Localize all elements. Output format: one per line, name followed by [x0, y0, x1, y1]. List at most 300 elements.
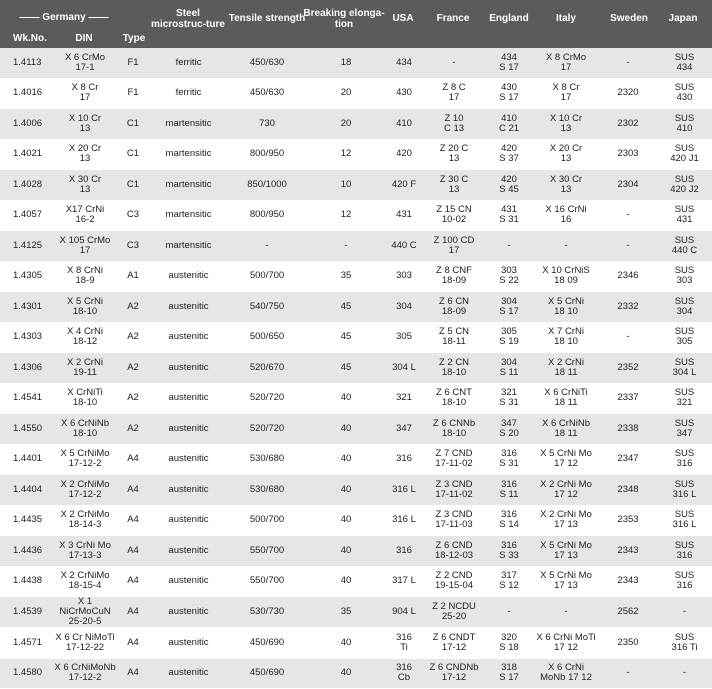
cell-wkno-text: 1.4113	[13, 56, 42, 68]
cell-breaking-elongation-text: 40	[340, 483, 352, 495]
cell-breaking-elongation-text: 40	[340, 636, 352, 648]
cell-breaking-elongation	[307, 658, 385, 689]
cell-type	[116, 597, 150, 628]
cell-microstructure-text: austenitic	[168, 331, 209, 343]
cell-breaking-elongation	[307, 597, 385, 628]
cell-france-text: Z 2 NCDU 25-20	[432, 601, 476, 622]
cell-japan-text: SUS 420 J2	[670, 173, 699, 195]
cell-din-text: X 30 Cr 13	[68, 173, 102, 195]
cell-din	[54, 78, 116, 109]
cell-italy-text: X 6 CrNiNb 18 11	[541, 417, 591, 439]
cell-din	[54, 505, 116, 536]
cell-england-text: 316 S 11	[499, 478, 519, 500]
cell-wkno	[0, 658, 54, 689]
cell-usa	[385, 628, 423, 659]
cell-england	[485, 536, 533, 567]
cell-sweden	[599, 536, 657, 567]
cell-tensile-strength-text: 530/680	[249, 483, 285, 495]
cell-england-text: 347 S 20	[499, 417, 519, 439]
cell-france	[423, 78, 485, 109]
cell-usa	[385, 536, 423, 567]
cell-type-text: C3	[126, 239, 140, 251]
cell-din-text: X 4 CrNi 18-12	[67, 326, 103, 348]
table-row	[0, 383, 712, 414]
cell-sweden-text: -	[626, 209, 630, 221]
cell-din	[54, 383, 116, 414]
cell-usa-text: 317 L	[392, 575, 416, 587]
cell-sweden	[599, 628, 657, 659]
cell-breaking-elongation-text: 45	[340, 300, 352, 312]
cell-sweden	[599, 658, 657, 689]
cell-usa-text: 303	[396, 270, 412, 282]
cell-england	[485, 200, 533, 231]
cell-england	[485, 505, 533, 536]
cell-usa	[385, 139, 423, 170]
cell-france-text: Z 6 CN 18-09	[438, 295, 470, 317]
cell-microstructure-text: austenitic	[168, 575, 209, 587]
cell-tensile-strength-text: 800/950	[249, 148, 285, 160]
header-sweden: Sweden	[610, 13, 648, 24]
table-row	[0, 536, 712, 567]
cell-microstructure-text: martensitic	[165, 239, 212, 251]
cell-sweden	[599, 292, 657, 323]
cell-japan	[657, 628, 712, 659]
cell-wkno	[0, 200, 54, 231]
cell-tensile-strength	[227, 322, 307, 353]
cell-wkno	[0, 505, 54, 536]
cell-italy	[533, 628, 599, 659]
cell-tensile-strength-text: 450/690	[249, 636, 285, 648]
cell-type-text: A4	[127, 575, 139, 587]
cell-france	[423, 597, 485, 628]
header-france: France	[436, 13, 470, 24]
cell-italy-text: X 5 CrNi Mo 17 12	[540, 448, 592, 470]
cell-england	[485, 353, 533, 384]
table-body	[0, 48, 712, 689]
cell-italy	[533, 505, 599, 536]
cell-type	[116, 261, 150, 292]
cell-din-text: X 5 CrNi 18-10	[67, 295, 103, 317]
cell-usa-text: 316 Cb	[396, 662, 412, 684]
cell-sweden-text: 2353	[617, 514, 639, 526]
cell-japan-text: SUS 316 L	[672, 509, 697, 531]
cell-france-text: Z 100 CD 17	[433, 234, 475, 256]
cell-italy-text: X 20 Cr 13	[549, 143, 583, 165]
cell-microstructure	[150, 566, 227, 597]
cell-sweden	[599, 139, 657, 170]
cell-wkno-text: 1.4021	[13, 148, 43, 160]
cell-japan	[657, 322, 712, 353]
cell-type-text: F1	[127, 56, 139, 68]
cell-type-text: A4	[127, 636, 139, 648]
cell-sweden-text: 2332	[617, 300, 639, 312]
cell-sweden-text: -	[626, 667, 630, 679]
cell-japan	[657, 475, 712, 506]
cell-france	[423, 505, 485, 536]
cell-microstructure	[150, 109, 227, 140]
table-row	[0, 353, 712, 384]
cell-italy-text: X 10 CrNiS 18 09	[542, 265, 590, 287]
cell-sweden	[599, 322, 657, 353]
cell-sweden	[599, 48, 657, 78]
cell-france	[423, 322, 485, 353]
cell-italy	[533, 444, 599, 475]
cell-tensile-strength	[227, 628, 307, 659]
cell-microstructure-text: austenitic	[168, 392, 209, 404]
cell-din-text: X 6 CrMo 17-1	[64, 51, 106, 73]
cell-japan-text: SUS 434	[674, 51, 695, 73]
cell-din-text: X 2 CrNiMo 18-14-3	[60, 509, 110, 531]
cell-england-text: 430 S 17	[499, 82, 519, 104]
cell-usa	[385, 200, 423, 231]
cell-italy	[533, 292, 599, 323]
cell-france-text: Z 8 CNF 18-09	[436, 265, 472, 287]
cell-type	[116, 109, 150, 140]
cell-italy-text: X 5 CrNi Mo 17 13	[540, 539, 592, 561]
cell-france-text: Z 6 CNDT 17-12	[432, 631, 476, 653]
cell-breaking-elongation-text: 40	[340, 575, 352, 587]
cell-england-text: 316 S 31	[499, 448, 519, 470]
cell-wkno	[0, 48, 54, 78]
header-microstructure: Steel microstruc-ture	[151, 8, 225, 30]
cell-din	[54, 139, 116, 170]
cell-england	[485, 597, 533, 628]
cell-tensile-strength	[227, 383, 307, 414]
cell-wkno-text: 1.4580	[13, 667, 43, 679]
cell-tensile-strength-text: 850/1000	[247, 178, 287, 190]
cell-italy	[533, 231, 599, 262]
table-row	[0, 292, 712, 323]
cell-wkno	[0, 139, 54, 170]
cell-breaking-elongation	[307, 353, 385, 384]
cell-sweden	[599, 353, 657, 384]
cell-wkno-text: 1.4305	[13, 270, 43, 282]
cell-tensile-strength-text: 520/720	[249, 392, 285, 404]
cell-usa	[385, 566, 423, 597]
cell-usa	[385, 414, 423, 445]
cell-tensile-strength	[227, 475, 307, 506]
cell-wkno	[0, 536, 54, 567]
cell-breaking-elongation-text: 35	[340, 606, 352, 617]
cell-microstructure	[150, 628, 227, 659]
cell-microstructure-text: austenitic	[168, 453, 209, 465]
cell-france-text: Z 20 C 13	[439, 143, 469, 165]
cell-breaking-elongation-text: 40	[340, 392, 352, 404]
cell-usa	[385, 170, 423, 201]
cell-microstructure	[150, 48, 227, 78]
cell-sweden	[599, 200, 657, 231]
cell-microstructure	[150, 200, 227, 231]
cell-wkno-text: 1.4435	[13, 514, 43, 526]
cell-wkno	[0, 628, 54, 659]
cell-wkno-text: 1.4016	[13, 87, 43, 99]
cell-japan	[657, 261, 712, 292]
table-row	[0, 200, 712, 231]
cell-england	[485, 322, 533, 353]
cell-france-text: Z 10 C 13	[443, 112, 465, 134]
cell-sweden-text: 2320	[617, 87, 639, 99]
cell-breaking-elongation-text: 40	[340, 544, 352, 556]
cell-wkno	[0, 109, 54, 140]
cell-tensile-strength-text: 450/690	[249, 667, 285, 679]
cell-japan	[657, 444, 712, 475]
cell-france	[423, 353, 485, 384]
cell-japan-text: SUS 304	[674, 295, 695, 317]
cell-usa-text: 305	[396, 331, 412, 343]
cell-tensile-strength-text: 520/720	[249, 422, 285, 434]
cell-italy	[533, 48, 599, 78]
cell-type	[116, 383, 150, 414]
cell-france	[423, 536, 485, 567]
cell-italy-text: X 5 CrNi 18 10	[548, 295, 584, 317]
cell-tensile-strength	[227, 200, 307, 231]
cell-type-text: A2	[127, 392, 139, 404]
cell-england-text: 305 S 19	[499, 326, 519, 348]
cell-microstructure-text: austenitic	[168, 300, 209, 312]
cell-sweden-text: 2346	[617, 270, 639, 282]
cell-breaking-elongation-text: 40	[340, 453, 352, 465]
cell-sweden	[599, 261, 657, 292]
cell-france	[423, 48, 485, 78]
cell-type-text: C1	[126, 148, 140, 160]
header-tensile-strength: Tensile strength	[228, 13, 306, 24]
cell-breaking-elongation-text: 35	[340, 270, 352, 282]
cell-japan-text: SUS 347	[674, 417, 695, 439]
cell-england	[485, 414, 533, 445]
cell-type-text: F1	[127, 87, 139, 99]
cell-italy-text: X 8 Cr 17	[552, 82, 580, 104]
cell-microstructure-text: ferritic	[175, 87, 202, 99]
cell-din-text: X CrNiTi 18-10	[67, 387, 103, 409]
table-row	[0, 48, 712, 78]
cell-din-text: X 2 CrNi 19-11	[67, 356, 103, 378]
cell-italy	[533, 475, 599, 506]
cell-italy	[533, 322, 599, 353]
cell-england-text: 321 S 31	[499, 387, 519, 409]
cell-sweden-text: 2303	[617, 148, 639, 160]
cell-england	[485, 48, 533, 78]
cell-type	[116, 658, 150, 689]
cell-england	[485, 139, 533, 170]
cell-italy-text: -	[564, 606, 568, 617]
cell-breaking-elongation	[307, 414, 385, 445]
cell-tensile-strength	[227, 597, 307, 628]
cell-breaking-elongation-text: 45	[340, 361, 352, 373]
header-germany: —— Germany ——	[19, 12, 109, 23]
cell-italy-text: X 10 Cr 13	[549, 112, 583, 134]
cell-france-text: Z 2 CND 19-15-04	[434, 570, 474, 592]
cell-tensile-strength-text: 450/630	[249, 87, 285, 99]
cell-din-text: X17 CrNi 16-2	[65, 204, 105, 226]
cell-type	[116, 536, 150, 567]
cell-din-text: X 5 CrNiMo 17-12-2	[60, 448, 110, 470]
cell-wkno	[0, 292, 54, 323]
cell-breaking-elongation	[307, 383, 385, 414]
cell-usa-text: 304 L	[392, 361, 416, 373]
cell-microstructure-text: austenitic	[168, 270, 209, 282]
cell-wkno	[0, 566, 54, 597]
cell-sweden	[599, 109, 657, 140]
cell-france	[423, 414, 485, 445]
cell-sweden-text: 2304	[617, 178, 639, 190]
cell-sweden-text: 2338	[617, 422, 639, 434]
cell-tensile-strength	[227, 536, 307, 567]
cell-france	[423, 231, 485, 262]
cell-microstructure-text: austenitic	[168, 422, 209, 434]
table-row	[0, 78, 712, 109]
cell-type	[116, 139, 150, 170]
table-row	[0, 139, 712, 170]
cell-england	[485, 383, 533, 414]
cell-wkno-text: 1.4303	[13, 331, 43, 343]
cell-microstructure	[150, 353, 227, 384]
cell-tensile-strength-text: 500/700	[249, 270, 285, 282]
cell-din-text: X 8 CrNi 18-9	[67, 265, 103, 287]
cell-sweden-text: 2348	[617, 483, 639, 495]
cell-wkno-text: 1.4539	[13, 606, 43, 617]
cell-breaking-elongation-text: 20	[340, 87, 352, 99]
cell-breaking-elongation	[307, 200, 385, 231]
table-row	[0, 170, 712, 201]
cell-usa	[385, 292, 423, 323]
cell-type-text: C1	[126, 117, 140, 129]
cell-italy	[533, 566, 599, 597]
cell-usa-text: 316 L	[392, 514, 416, 526]
cell-tensile-strength-text: 450/630	[249, 56, 285, 68]
cell-italy-text: X 16 CrNi 16	[545, 204, 587, 226]
cell-tensile-strength-text: 500/700	[249, 514, 285, 526]
cell-italy-text: X 2 CrNi 18 11	[548, 356, 584, 378]
cell-din	[54, 597, 116, 628]
cell-breaking-elongation	[307, 475, 385, 506]
cell-type-text: A2	[127, 300, 139, 312]
cell-type	[116, 566, 150, 597]
cell-tensile-strength-text: 540/750	[249, 300, 285, 312]
cell-japan-text: -	[682, 606, 687, 617]
table-row	[0, 444, 712, 475]
cell-type	[116, 170, 150, 201]
cell-din	[54, 170, 116, 201]
cell-din-text: X 20 Cr 13	[68, 143, 102, 165]
cell-tensile-strength	[227, 505, 307, 536]
cell-france-text: Z 30 C 13	[439, 173, 469, 195]
cell-england-text: 420 S 37	[499, 143, 519, 165]
cell-microstructure-text: austenitic	[168, 667, 209, 679]
cell-din	[54, 475, 116, 506]
cell-england-text: 420 S 45	[499, 173, 519, 195]
cell-type	[116, 628, 150, 659]
cell-sweden	[599, 383, 657, 414]
cell-din-text: X 6 CrNiMoNb 17-12-2	[54, 662, 116, 684]
cell-microstructure-text: austenitic	[168, 606, 209, 617]
cell-usa	[385, 322, 423, 353]
cell-type	[116, 292, 150, 323]
cell-breaking-elongation	[307, 231, 385, 262]
cell-italy-text: X 2 CrNi Mo 17 13	[540, 509, 592, 531]
cell-usa-text: 304	[396, 300, 412, 312]
cell-japan-text: SUS 316 L	[672, 478, 697, 500]
cell-england	[485, 628, 533, 659]
cell-type-text: A4	[127, 606, 139, 617]
cell-france-text: Z 6 CNDNb 17-12	[429, 662, 479, 684]
cell-microstructure-text: austenitic	[168, 514, 209, 526]
cell-din	[54, 292, 116, 323]
table-row	[0, 597, 712, 628]
cell-din	[54, 261, 116, 292]
cell-sweden-text: 2562	[617, 606, 639, 617]
cell-wkno	[0, 78, 54, 109]
cell-japan	[657, 505, 712, 536]
cell-breaking-elongation	[307, 78, 385, 109]
cell-microstructure	[150, 322, 227, 353]
cell-microstructure	[150, 78, 227, 109]
cell-type-text: A1	[127, 270, 139, 282]
cell-wkno	[0, 475, 54, 506]
cell-italy	[533, 658, 599, 689]
cell-wkno-text: 1.4550	[13, 422, 43, 434]
cell-type-text: A4	[127, 453, 139, 465]
cell-wkno-text: 1.4401	[13, 453, 43, 465]
cell-japan	[657, 200, 712, 231]
table-row	[0, 628, 712, 659]
cell-sweden	[599, 597, 657, 628]
cell-wkno-text: 1.4404	[13, 483, 43, 495]
cell-japan	[657, 536, 712, 567]
cell-type	[116, 475, 150, 506]
cell-microstructure	[150, 536, 227, 567]
cell-din	[54, 353, 116, 384]
cell-type-text: A2	[127, 331, 139, 343]
cell-italy	[533, 170, 599, 201]
table-row	[0, 231, 712, 262]
cell-sweden-text: -	[626, 239, 630, 251]
cell-england	[485, 475, 533, 506]
cell-tensile-strength	[227, 170, 307, 201]
cell-japan-text: SUS 316	[674, 539, 695, 561]
cell-sweden-text: -	[626, 56, 630, 68]
cell-breaking-elongation-text: -	[344, 239, 348, 251]
cell-breaking-elongation-text: 10	[340, 178, 352, 190]
cell-din-text: X 1 NiCrMoCuN 25-20-5	[59, 596, 111, 627]
table-row	[0, 109, 712, 140]
cell-sweden	[599, 78, 657, 109]
cell-japan	[657, 139, 712, 170]
cell-sweden	[599, 566, 657, 597]
cell-usa-text: 430	[396, 87, 412, 99]
cell-italy	[533, 353, 599, 384]
cell-din-text: X 105 CrMo 17	[59, 234, 111, 256]
cell-breaking-elongation-text: 20	[340, 117, 352, 129]
cell-microstructure	[150, 292, 227, 323]
cell-breaking-elongation-text: 12	[340, 148, 352, 160]
cell-usa	[385, 78, 423, 109]
cell-england-text: 320 S 18	[499, 631, 519, 653]
cell-type-text: C3	[126, 209, 140, 221]
cell-type-text: A2	[127, 361, 139, 373]
cell-italy-text: X 2 CrNi Mo 17 12	[540, 478, 592, 500]
cell-microstructure-text: ferritic	[175, 56, 202, 68]
cell-japan-text: SUS 430	[674, 82, 695, 104]
cell-din	[54, 536, 116, 567]
cell-england-text: 316 S 33	[499, 539, 519, 561]
cell-type-text: A4	[127, 667, 139, 679]
cell-microstructure	[150, 231, 227, 262]
cell-usa-text: 321	[396, 392, 412, 404]
cell-type	[116, 200, 150, 231]
cell-breaking-elongation-text: 40	[340, 667, 352, 679]
cell-wkno	[0, 414, 54, 445]
table-row	[0, 505, 712, 536]
